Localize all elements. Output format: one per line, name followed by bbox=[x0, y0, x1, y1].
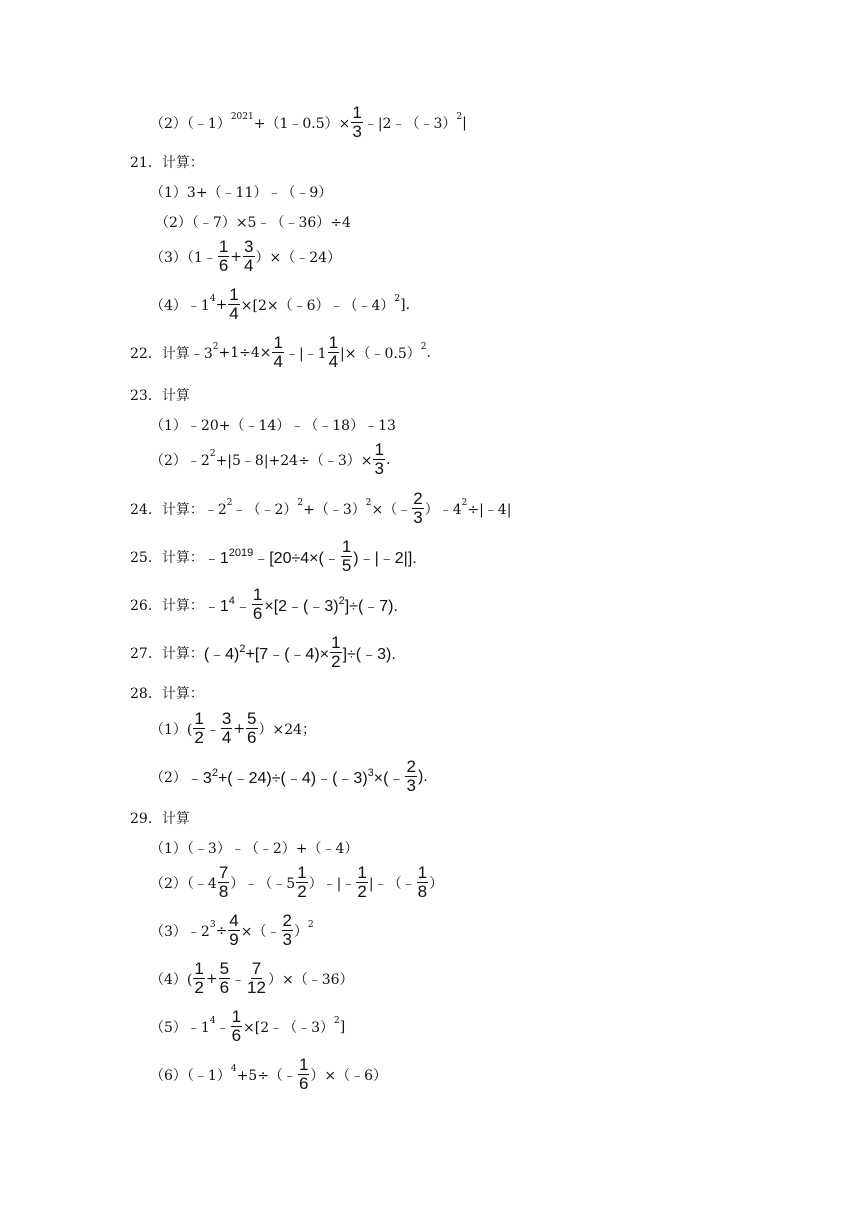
fraction bbox=[405, 758, 416, 795]
denominator: 2 bbox=[297, 882, 307, 901]
problem-24 bbox=[130, 490, 511, 527]
fraction bbox=[243, 238, 254, 275]
problem-28-heading bbox=[130, 683, 204, 703]
text: 26．计算： bbox=[130, 597, 204, 614]
exponent: 2 bbox=[239, 643, 246, 655]
fraction bbox=[228, 286, 239, 323]
problem-29-part-2 bbox=[150, 864, 443, 901]
exponent: 2 bbox=[209, 448, 216, 459]
heading-text: 29．计算 bbox=[130, 811, 190, 827]
numerator: 2 bbox=[413, 489, 423, 508]
text: ﹣（﹣2） bbox=[232, 501, 298, 518]
text: +5÷（﹣ bbox=[236, 1067, 297, 1084]
formula bbox=[204, 545, 340, 568]
denominator: 8 bbox=[218, 882, 229, 901]
denominator: 4 bbox=[244, 256, 254, 275]
text: + bbox=[215, 296, 228, 313]
problem-29-part-5 bbox=[150, 1008, 345, 1045]
formula bbox=[204, 593, 251, 616]
text: （1）( bbox=[150, 721, 193, 738]
text: ×（﹣ bbox=[240, 923, 281, 940]
text: ÷|﹣4| bbox=[467, 501, 512, 518]
numerator: 2 bbox=[282, 911, 292, 930]
text: 27．计算： bbox=[130, 645, 204, 662]
fraction bbox=[219, 960, 230, 997]
text: （2）（﹣4 bbox=[150, 875, 217, 892]
text: 22．计算﹣3 bbox=[130, 345, 213, 362]
text: ﹣ bbox=[231, 971, 246, 988]
fraction bbox=[417, 864, 428, 901]
fraction bbox=[246, 710, 257, 747]
numerator: 1 bbox=[374, 440, 384, 459]
numerator: 1 bbox=[231, 1007, 242, 1026]
text: ） bbox=[293, 923, 308, 940]
numerator: 1 bbox=[194, 959, 204, 978]
text: ×[2×（﹣6）﹣（﹣4） bbox=[240, 297, 395, 314]
exponent: 4 bbox=[228, 595, 235, 607]
text: ×[2﹣(﹣3) bbox=[264, 598, 339, 615]
exponent: 2 bbox=[420, 341, 427, 352]
text: ﹣1 bbox=[203, 598, 229, 615]
denominator: 5 bbox=[341, 556, 352, 575]
denominator: 6 bbox=[247, 728, 257, 747]
denominator: 2 bbox=[194, 728, 204, 747]
exponent: 2 bbox=[226, 497, 233, 508]
text: +[7﹣(﹣4)× bbox=[245, 646, 330, 663]
text: ﹣|﹣1 bbox=[284, 345, 327, 362]
exponent: 4 bbox=[209, 1015, 216, 1026]
fraction bbox=[218, 864, 229, 901]
problem-21-heading bbox=[130, 152, 204, 172]
denominator: 9 bbox=[229, 930, 239, 949]
exponent: 4 bbox=[209, 293, 216, 304]
text: +(﹣24)÷(﹣4)﹣(﹣3) bbox=[217, 770, 368, 787]
fraction bbox=[373, 441, 384, 478]
numerator: 1 bbox=[194, 709, 204, 728]
text: （2）﹣2 bbox=[150, 452, 210, 469]
text: ）﹣4 bbox=[424, 501, 462, 518]
exponent: 2 bbox=[456, 111, 463, 122]
text: ﹣ bbox=[215, 1019, 230, 1036]
problem-26 bbox=[130, 586, 398, 623]
problem-29-part-3 bbox=[150, 912, 314, 949]
numerator: 4 bbox=[229, 911, 239, 930]
denominator: 3 bbox=[413, 508, 423, 527]
denominator: 4 bbox=[328, 352, 339, 371]
problem-23-heading bbox=[130, 385, 190, 405]
denominator: 4 bbox=[229, 304, 239, 323]
denominator: 4 bbox=[273, 352, 283, 371]
text: ×[2﹣（﹣3） bbox=[243, 1019, 335, 1036]
denominator: 12 bbox=[247, 978, 266, 997]
denominator: 2 bbox=[194, 978, 204, 997]
text: ）×（﹣24） bbox=[255, 249, 342, 266]
numerator: 1 bbox=[218, 237, 229, 256]
text: ×(﹣ bbox=[373, 770, 405, 787]
denominator: 2 bbox=[331, 652, 341, 671]
text: ）×24； bbox=[258, 721, 317, 738]
exponent: 2 bbox=[212, 341, 219, 352]
denominator: 6 bbox=[298, 1074, 309, 1093]
problem-28-part-1 bbox=[150, 710, 316, 747]
fraction bbox=[218, 238, 229, 275]
fraction bbox=[252, 586, 263, 623]
text: （1）（﹣3）﹣（﹣2）+（﹣4） bbox=[150, 841, 359, 857]
text: ）﹣（﹣5 bbox=[230, 875, 296, 892]
text: （1）3+（﹣11）﹣（﹣9） bbox=[150, 185, 333, 201]
text: （2）（﹣1） bbox=[150, 115, 231, 132]
text: ﹣[20÷4×(﹣ bbox=[253, 550, 340, 567]
text: 25．计算： bbox=[130, 549, 204, 566]
text: （3）﹣2 bbox=[150, 923, 210, 940]
fraction bbox=[193, 710, 204, 747]
text: （1）﹣20+（﹣14）﹣（﹣18）﹣13 bbox=[150, 418, 396, 434]
text: ]÷(﹣7). bbox=[344, 598, 398, 615]
text: （4）( bbox=[150, 971, 193, 988]
numerator: 1 bbox=[328, 333, 339, 352]
text: ） bbox=[429, 875, 444, 892]
formula bbox=[204, 641, 329, 664]
problem-29-part-1 bbox=[150, 838, 358, 858]
text: ÷ bbox=[215, 922, 228, 939]
numerator: 1 bbox=[357, 863, 367, 882]
exponent: 2 bbox=[365, 497, 372, 508]
text: （3）（1﹣ bbox=[150, 249, 217, 266]
problem-21-part-3 bbox=[150, 238, 341, 275]
numerator: 5 bbox=[219, 959, 230, 978]
exponent: 2019 bbox=[228, 547, 254, 559]
numerator: 1 bbox=[229, 285, 239, 304]
mixed-number bbox=[327, 334, 340, 371]
text: ] bbox=[339, 1018, 346, 1035]
text: （4）﹣1 bbox=[150, 297, 210, 314]
text: | bbox=[462, 114, 467, 131]
numerator: 1 bbox=[273, 333, 283, 352]
fraction bbox=[193, 960, 204, 997]
problem-23-part-2 bbox=[150, 441, 390, 478]
fraction bbox=[351, 104, 362, 141]
exponent: 2 bbox=[394, 293, 401, 304]
numerator: 2 bbox=[406, 757, 416, 776]
fraction bbox=[330, 634, 341, 671]
fraction bbox=[298, 1056, 309, 1093]
text: + bbox=[230, 248, 243, 265]
problem-25 bbox=[130, 538, 417, 575]
text: . bbox=[385, 451, 391, 468]
fraction bbox=[231, 1008, 242, 1045]
denominator: 6 bbox=[219, 978, 230, 997]
denominator: 3 bbox=[406, 776, 416, 795]
text: ）×（﹣36） bbox=[267, 971, 354, 988]
numerator: 3 bbox=[244, 237, 254, 256]
numerator: 1 bbox=[297, 863, 307, 882]
problem-20-part-2 bbox=[150, 104, 467, 141]
fraction bbox=[341, 538, 352, 575]
text: +（1﹣0.5）× bbox=[253, 115, 351, 132]
text: +1÷4× bbox=[218, 344, 272, 361]
numerator: 1 bbox=[252, 585, 263, 604]
numerator: 7 bbox=[218, 863, 229, 882]
numerator: 3 bbox=[221, 709, 232, 728]
denominator: 8 bbox=[417, 882, 428, 901]
formula bbox=[187, 765, 405, 788]
text: + bbox=[233, 720, 246, 737]
text: （2）（﹣7）×5﹣（﹣36）÷4 bbox=[155, 215, 351, 231]
heading-text: 23．计算 bbox=[130, 388, 190, 404]
problem-29-heading bbox=[130, 808, 190, 828]
denominator: 6 bbox=[218, 256, 229, 275]
exponent: 2 bbox=[338, 595, 345, 607]
problem-21-part-2 bbox=[155, 212, 351, 232]
problem-29-part-4 bbox=[150, 960, 354, 997]
exponent: 4 bbox=[230, 1063, 237, 1074]
text: |﹣（﹣ bbox=[368, 875, 416, 892]
problem-21-part-1 bbox=[150, 182, 332, 202]
text: |×（﹣0.5） bbox=[340, 345, 421, 362]
text: ）×（﹣6） bbox=[310, 1067, 388, 1084]
fraction bbox=[296, 864, 307, 901]
fraction bbox=[272, 334, 283, 371]
fraction bbox=[228, 912, 239, 949]
denominator: 2 bbox=[357, 882, 367, 901]
denominator: 6 bbox=[231, 1026, 242, 1045]
problem-28-part-2 bbox=[150, 758, 428, 795]
text: ×（﹣ bbox=[371, 501, 412, 518]
formula bbox=[264, 593, 398, 616]
fraction bbox=[282, 912, 293, 949]
text: （6）（﹣1） bbox=[150, 1067, 231, 1084]
denominator: 3 bbox=[352, 122, 362, 141]
text: ）﹣|﹣ bbox=[308, 875, 356, 892]
fraction bbox=[246, 960, 267, 997]
exponent: 2021 bbox=[230, 111, 254, 122]
denominator: 3 bbox=[374, 459, 384, 478]
heading-text: 28．计算： bbox=[130, 686, 204, 702]
text: ]÷(﹣3). bbox=[342, 646, 396, 663]
fraction bbox=[356, 864, 367, 901]
text: )﹣|﹣2|]. bbox=[353, 550, 417, 567]
exponent: 2 bbox=[211, 767, 218, 779]
text: +（﹣3） bbox=[303, 501, 366, 518]
denominator: 3 bbox=[282, 930, 292, 949]
text: （5）﹣1 bbox=[150, 1019, 210, 1036]
numerator: 1 bbox=[341, 537, 352, 556]
numerator: 5 bbox=[247, 709, 257, 728]
fraction bbox=[328, 334, 339, 371]
text: ﹣1 bbox=[203, 550, 229, 567]
text: ﹣3 bbox=[186, 770, 212, 787]
text: (﹣4) bbox=[203, 646, 240, 663]
fraction bbox=[412, 490, 423, 527]
fraction bbox=[221, 710, 232, 747]
heading-text: 21．计算： bbox=[130, 155, 204, 171]
problem-23-part-1 bbox=[150, 415, 396, 435]
denominator: 6 bbox=[252, 604, 263, 623]
text: + bbox=[205, 970, 218, 987]
problem-27 bbox=[130, 634, 396, 671]
problem-21-part-4 bbox=[150, 286, 410, 323]
problem-29-part-6 bbox=[150, 1056, 387, 1093]
text: ﹣|2﹣（﹣3） bbox=[363, 115, 457, 132]
denominator: 4 bbox=[221, 728, 232, 747]
text: +|5﹣8|+24÷（﹣3）× bbox=[215, 452, 373, 469]
exponent: 2 bbox=[461, 497, 468, 508]
text: ﹣ bbox=[234, 598, 251, 615]
text: ). bbox=[417, 767, 428, 785]
text: ]. bbox=[400, 296, 411, 313]
text: 24．计算：﹣2 bbox=[130, 501, 227, 518]
exponent: 3 bbox=[367, 767, 374, 779]
exponent: 2 bbox=[297, 497, 304, 508]
exponent: 2 bbox=[334, 1015, 340, 1026]
numerator: 1 bbox=[417, 863, 428, 882]
numerator: 1 bbox=[331, 633, 341, 652]
numerator: 1 bbox=[352, 103, 362, 122]
numerator: 7 bbox=[251, 959, 262, 978]
text: ﹣ bbox=[205, 721, 220, 738]
numerator: 1 bbox=[298, 1055, 309, 1074]
text: . bbox=[426, 344, 431, 361]
exponent: 3 bbox=[209, 919, 216, 930]
problem-22 bbox=[130, 334, 431, 371]
text: （2） bbox=[150, 769, 187, 786]
exponent: 2 bbox=[307, 919, 314, 930]
